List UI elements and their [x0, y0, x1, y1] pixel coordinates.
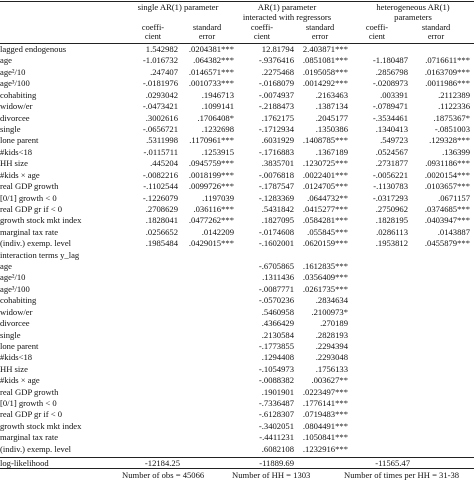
coef-cell: .1311436: [262, 272, 294, 283]
row-label: age²/10: [0, 66, 26, 77]
footer-obs: Number of obs = 45066: [122, 470, 205, 480]
row-label: single: [0, 123, 21, 134]
se-cell: .0010733***: [188, 78, 234, 89]
coef-cell: .3002616: [145, 112, 178, 123]
se-cell: .1706408*: [197, 112, 234, 123]
se-cell: .0719483***: [302, 409, 348, 420]
footer-times: Number of times per HH = 31-38: [344, 470, 460, 480]
row-label: lone parent: [0, 135, 39, 146]
coef-cell: -.7336487: [258, 398, 294, 408]
coef-cell: -.1283369: [258, 192, 294, 203]
se-cell: .1099141: [201, 101, 234, 112]
se-cell: .1408785***: [302, 135, 348, 146]
coef-cell: .5311998: [146, 135, 178, 146]
header-interacted-ar1: AR(1) parameter: [257, 2, 317, 12]
coef-cell: 1.542982: [145, 44, 178, 54]
coef-cell: -.1226079: [142, 192, 178, 203]
se-cell: .2100973*: [311, 306, 348, 317]
coef-cell: -.0789471: [372, 101, 408, 112]
row-label: [0/1] growth < 0: [0, 192, 57, 203]
coef-cell: .1827095: [261, 215, 294, 226]
se-cell: .1232698: [201, 123, 234, 134]
subheader-coef-2: coeffi-: [250, 23, 274, 32]
coef-cell: .2130584: [261, 329, 294, 340]
se-cell: .0103657***: [424, 181, 470, 191]
row-label: cohabiting: [0, 295, 37, 306]
header-interacted-ar1-line2: interacted with regressors: [242, 12, 332, 22]
row-label: age³/100: [0, 78, 30, 89]
coef-cell: -.0656721: [142, 123, 178, 134]
se-cell: .0584281***: [302, 215, 348, 226]
row-label: divorcee: [0, 318, 30, 329]
row-label: #kids × age: [0, 375, 40, 386]
se-cell: .1230725***: [302, 158, 348, 169]
subheader-se-2b: error: [311, 32, 329, 41]
se-cell: .0014292***: [302, 78, 348, 89]
coef-cell: .0286113: [376, 226, 408, 237]
coef-cell: -.0082216: [142, 169, 178, 180]
coef-cell: -.0168079: [258, 78, 294, 89]
se-cell: .1387134: [315, 101, 348, 112]
se-cell: .2294394: [315, 340, 348, 351]
coef-cell: -.0181976: [142, 78, 178, 89]
row-label: lone parent: [0, 340, 39, 351]
subheader-coef-3b: cient: [368, 32, 386, 41]
coef-cell: .3835701: [261, 158, 294, 169]
se-cell: .2828193: [315, 329, 348, 340]
row-label: growth stock mkt index: [0, 215, 82, 226]
row-label: real GDP growth: [0, 386, 59, 397]
se-cell: -.0851003: [434, 123, 470, 134]
coef-cell: .1985484: [145, 238, 178, 249]
coef-cell: -.0056221: [372, 169, 408, 180]
subheader-coef-1b: cient: [144, 32, 162, 41]
se-cell: .0204381***: [188, 44, 234, 54]
coef-cell: -.0087771: [258, 283, 294, 294]
se-cell: .1875367*: [433, 112, 470, 123]
coef-cell: .4366429: [261, 318, 294, 329]
se-cell: .0195058***: [302, 66, 348, 77]
coef-cell: .549723: [380, 135, 408, 146]
se-cell: .0099726***: [188, 181, 234, 191]
coef-cell: .5460958: [261, 306, 294, 317]
se-cell: .0142209: [201, 226, 234, 237]
se-cell: .0403947***: [424, 215, 470, 226]
row-label: single: [0, 329, 21, 340]
row-label: age: [0, 261, 12, 271]
se-cell: .1050841***: [302, 432, 348, 443]
se-cell: .0931186***: [425, 158, 470, 169]
row-label: widow/er: [0, 306, 33, 317]
row-label: age: [0, 55, 12, 66]
se-cell: .1253915: [201, 146, 234, 157]
row-label: divorcee: [0, 112, 30, 123]
se-cell: .129328***: [429, 135, 470, 146]
se-cell: .0429015***: [188, 238, 234, 249]
se-cell: .0455879***: [424, 238, 470, 249]
se-cell: .0415277***: [302, 203, 348, 214]
loglik-label: log-likelihood: [0, 458, 49, 468]
se-cell: .055845***: [307, 226, 348, 237]
subheader-se-3: standard: [421, 23, 451, 32]
coef-cell: -.3534461: [372, 112, 408, 123]
coef-cell: -.1602001: [258, 238, 294, 249]
se-cell: .0477262***: [188, 215, 234, 226]
coef-cell: -.0074937: [258, 89, 294, 100]
footer-hh: Number of HH = 1303: [232, 470, 311, 480]
row-label: age³/100: [0, 283, 30, 294]
coef-cell: .0524567: [375, 146, 408, 157]
coef-cell: -.1773855: [258, 340, 294, 351]
row-label: (indiv.) exemp. level: [0, 443, 72, 454]
coef-cell: -1.016732: [142, 55, 178, 66]
se-cell: .0644732**: [307, 192, 348, 203]
se-cell: .1350386: [315, 123, 348, 134]
se-cell: .0223497***: [302, 386, 348, 397]
coef-cell: .5431842: [261, 203, 294, 214]
coef-cell: .2275468: [261, 66, 294, 77]
se-cell: .0356409***: [302, 272, 348, 283]
row-label: #kids<18: [0, 352, 33, 363]
se-cell: .064382***: [193, 55, 234, 66]
row-label: growth stock mkt index: [0, 420, 82, 431]
coef-cell: -.1787547: [258, 181, 294, 191]
coef-cell: -.4411231: [259, 432, 294, 443]
coef-cell: .0256652: [145, 226, 178, 237]
subheader-se-3b: error: [427, 32, 445, 41]
subheader-se-1b: error: [198, 32, 216, 41]
coef-cell: -.6128307: [258, 409, 294, 420]
loglik-value-3: -11565.47: [375, 458, 410, 468]
se-cell: .0261735***: [302, 283, 348, 294]
row-label: #kids<18: [0, 146, 33, 157]
se-cell: .0143887: [437, 226, 470, 237]
coef-cell: .0293042: [145, 89, 178, 100]
se-cell: .2112389: [438, 89, 470, 100]
se-cell: .0020154***: [424, 169, 470, 180]
se-cell: .0374685***: [424, 203, 470, 214]
coef-cell: .2731877: [375, 158, 408, 169]
row-label: (indiv.) exemp. level: [0, 238, 72, 249]
se-cell: .0804491***: [302, 420, 348, 431]
se-cell: .1170961***: [189, 135, 234, 146]
coef-cell: -1.180487: [372, 55, 408, 66]
se-cell: .1612835***: [302, 261, 348, 271]
coef-cell: -.2188473: [258, 101, 294, 112]
coef-cell: .6082108: [261, 443, 294, 454]
se-cell: .0851081***: [302, 55, 348, 66]
coef-cell: -.9376416: [258, 55, 294, 66]
coef-cell: .1828195: [375, 215, 408, 226]
coef-cell: -.0076818: [258, 169, 294, 180]
coef-cell: .1901901: [261, 386, 294, 397]
coef-cell: -.1102544: [143, 181, 178, 191]
se-cell: .0163709***: [424, 66, 470, 77]
se-cell: .0620159***: [302, 238, 348, 249]
se-cell: .0716611***: [425, 55, 470, 66]
coef-cell: -.0473421: [142, 101, 178, 112]
subheader-se-1: standard: [192, 23, 222, 32]
coef-cell: -.1716883: [258, 146, 294, 157]
row-label: real GDP gr if < 0: [0, 409, 63, 420]
coef-cell: -.3402051: [258, 420, 294, 431]
row-label: [0/1] growth < 0: [0, 398, 57, 408]
coef-cell: -.0088382: [258, 375, 294, 386]
coef-cell: .1828041: [145, 215, 178, 226]
loglik-value-1: -12184.25: [144, 458, 180, 468]
se-cell: .1776141***: [302, 398, 348, 408]
coef-cell: .2856798: [375, 66, 408, 77]
se-cell: 2.403871***: [302, 44, 348, 54]
row-label: HH size: [0, 158, 28, 169]
coef-cell: .1294408: [261, 352, 294, 363]
coef-cell: -.0208973: [372, 78, 408, 89]
row-label: lagged endogenous: [0, 44, 67, 54]
se-cell: .2834634: [315, 295, 348, 306]
se-cell: .0124705***: [302, 181, 348, 191]
se-cell: .2293048: [315, 352, 348, 363]
header-single-ar1: single AR(1) parameter: [137, 2, 219, 12]
coef-cell: -.1712934: [258, 123, 294, 134]
coef-cell: -.0317293: [372, 192, 408, 203]
loglik-rule-bottom: [0, 468, 474, 469]
se-cell: .1946713: [201, 89, 234, 100]
coef-cell: .445204: [150, 158, 178, 169]
se-cell: .0945759***: [188, 158, 234, 169]
se-cell: .1122336: [438, 101, 470, 112]
row-label: widow/er: [0, 101, 33, 112]
coef-cell: .2750962: [375, 203, 408, 214]
se-cell: .1197039: [202, 192, 234, 203]
subheader-coef-2b: cient: [253, 32, 271, 41]
row-label: #kids × age: [0, 169, 40, 180]
se-cell: .0022401***: [302, 169, 348, 180]
coef-cell: -.1054973: [258, 363, 294, 374]
se-cell: .0011986***: [425, 78, 470, 89]
coef-cell: -.0115711: [143, 146, 178, 157]
coef-cell: .6031929: [261, 135, 294, 146]
coef-cell: .247407: [150, 66, 178, 77]
coef-cell: .1953812: [375, 238, 408, 249]
coef-cell: -.1130783: [373, 181, 408, 191]
row-label: HH size: [0, 363, 28, 374]
row-label: marginal tax rate: [0, 226, 59, 237]
header-heterogeneous-ar1: heterogeneous AR(1): [376, 2, 450, 12]
loglik-value-2: -11889.69: [259, 458, 294, 468]
se-cell: .1367189: [315, 146, 348, 157]
coef-cell: .1762175: [261, 112, 294, 123]
se-cell: .1232916***: [302, 443, 348, 454]
se-cell: .036116***: [193, 203, 234, 214]
se-cell: .003627**: [311, 375, 348, 386]
subheader-coef-3: coeffi-: [365, 23, 389, 32]
subheader-coef-1: coeffi-: [141, 23, 165, 32]
se-cell: .270189: [320, 318, 348, 329]
header-heterogeneous-ar1-line2: parameters: [394, 12, 432, 22]
coef-cell: -.6705865: [258, 261, 294, 271]
subheader-se-2: standard: [305, 23, 335, 32]
se-cell: .1756133: [315, 363, 348, 374]
se-cell: .0671157: [438, 192, 470, 203]
row-label: real GDP gr if < 0: [0, 203, 63, 214]
coef-cell: -.0174608: [258, 226, 294, 237]
se-cell: .0146571***: [188, 66, 234, 77]
se-cell: .2163463: [315, 89, 348, 100]
se-cell: .0018199***: [188, 169, 234, 180]
coef-cell: -.0570236: [258, 295, 294, 306]
row-label: age²/10: [0, 272, 26, 283]
row-label: marginal tax rate: [0, 432, 59, 443]
coef-cell: .003391: [380, 89, 408, 100]
coef-cell: .2708629: [145, 203, 178, 214]
se-cell: .2045177: [315, 112, 348, 123]
se-cell: .136399: [442, 146, 470, 157]
section-label: interaction terms y_lag: [0, 249, 80, 260]
coef-cell: .1340413: [375, 123, 408, 134]
row-label: real GDP growth: [0, 181, 59, 191]
row-label: cohabiting: [0, 89, 37, 100]
coef-cell: 12.81794: [261, 44, 294, 54]
